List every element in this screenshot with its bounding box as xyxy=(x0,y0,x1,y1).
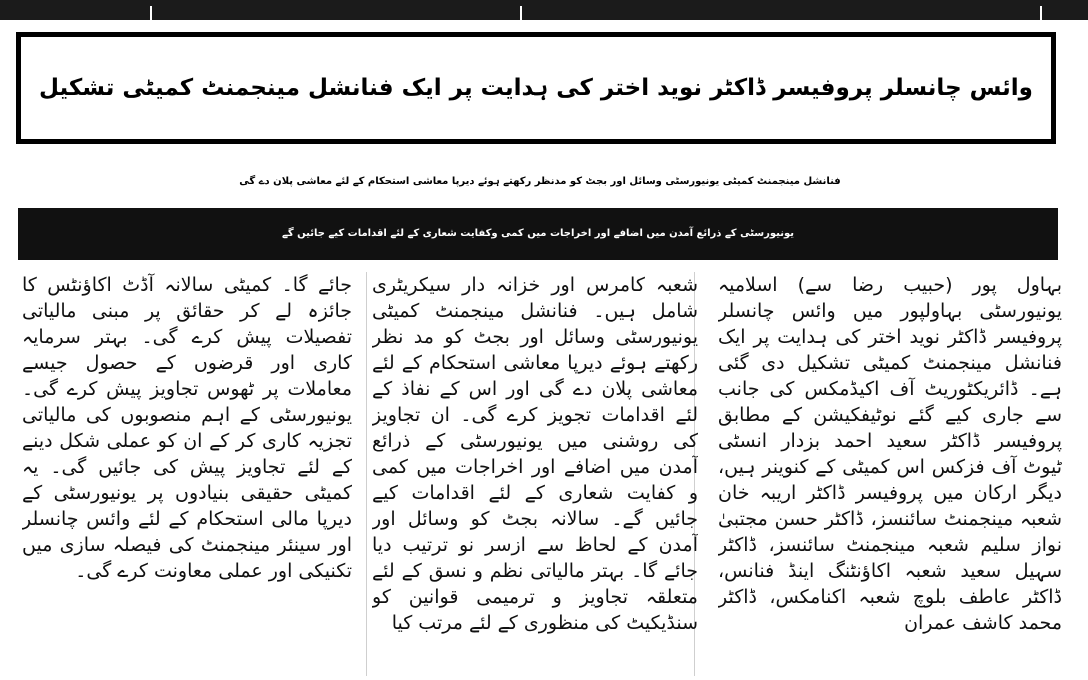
bar-tick xyxy=(1040,6,1042,20)
top-border-bar xyxy=(0,0,1088,20)
headline-box xyxy=(16,32,1056,144)
body-text: بہاول پور (حبیب رضا سے) اسلامیہ یونیورسٹی بہاولپور میں وائس چانسلر پروفیسر ڈاکٹر نوید اختر کی ہدایت پر ایک فنانشل مینجمنٹ کمیٹی تشکیل دی گئی ہے۔ ڈائریکٹوریٹ آف اکیڈمکس کی جانب سے جاری کیے گئے نوٹیفکیشن کے مطابق پروفیسر ڈاکٹر سعید احمد بزدار انسٹی ٹیوٹ آف فزکس اس کمیٹی کے کنوینر ہیں، دیگر ارکان میں پروفیسر ڈاکٹر اریبہ خان شعبہ مینجمنٹ سائنسز، ڈاکٹر حسن مجتبیٰ نواز سلیم شعبہ مینجمنٹ سائنسز، ڈاکٹر سہیل سعید شعبہ اکاؤنٹنگ اینڈ فنانس، ڈاکٹر عاطف بلوچ شعبہ اکنامکس، ڈاکٹر محمد کاشف عمران xyxy=(718,274,1062,634)
body-column-right xyxy=(718,272,1062,676)
body-column-left xyxy=(22,272,352,676)
body-text: جائے گا۔ کمیٹی سالانہ آڈٹ اکاؤنٹس کا جائزہ لے کر حقائق پر مبنی مالیاتی تفصیلات پیش کرے گی۔ بہتر سرمایہ کاری اور قرضوں کے حصول جیسے معاملات پر ٹھوس تجاویز پیش کرے گی۔ یونیورسٹی کے اہم منصوبوں کی مالیاتی تجزیہ کاری کر کے ان کو عملی شکل دینے کے لئے تجاویز پیش کی جائیں گی۔ یہ کمیٹی حقیقی بنیادوں پر یونیورسٹی کے دیرپا مالی استحکام کے لئے وائس چانسلر اور سینئر مینجمنٹ کی فیصلہ سازی میں تکنیکی اور عملی معاونت کرے گی۔ xyxy=(22,274,352,582)
strap-banner: یونیورسٹی کے ذرائع آمدن میں اضافے اور اخراجات میں کمی وکفایت شعاری کے لئے اقدامات کیے جائیں گے xyxy=(18,208,1058,260)
body-column-middle xyxy=(372,272,698,676)
bar-tick xyxy=(520,6,522,20)
bar-tick xyxy=(150,6,152,20)
article-body xyxy=(22,272,1062,676)
subheadline: فنانشل مینجمنٹ کمیٹی یونیورسٹی وسائل اور بجٹ کو مدنظر رکھتے ہوئے دیرپا معاشی استحکام کے لئے معاشی پلان دے گی xyxy=(239,176,841,187)
body-text: شعبہ کامرس اور خزانہ دار سیکریٹری شامل ہیں۔ فنانشل مینجمنٹ کمیٹی یونیورسٹی وسائل اور بجٹ کو مد نظر رکھتے ہوئے دیرپا معاشی استحکام کے لئے معاشی پلان دے گی اور اس کے نفاذ کے لئے اقدامات تجویز کرے گی۔ ان تجاویز کی روشنی میں یونیورسٹی کے ذرائع آمدن میں اضافے اور اخراجات میں کمی و کفایت شعاری کے لئے اقدامات کیے جائیں گے۔ سالانہ بجٹ کو وسائل اور آمدن کے لحاظ سے ازسر نو ترتیب دیا جائے گا۔ بہتر مالیاتی نظم و نسق کے لئے متعلقہ تجاویز و ترمیمی قوانین کو سنڈیکیٹ کی منظوری کے لئے مرتب کیا xyxy=(372,274,698,634)
headline: وائس چانسلر پروفیسر ڈاکٹر نوید اختر کی ہدایت پر ایک فنانشل مینجمنٹ کمیٹی تشکیل xyxy=(39,74,1033,101)
